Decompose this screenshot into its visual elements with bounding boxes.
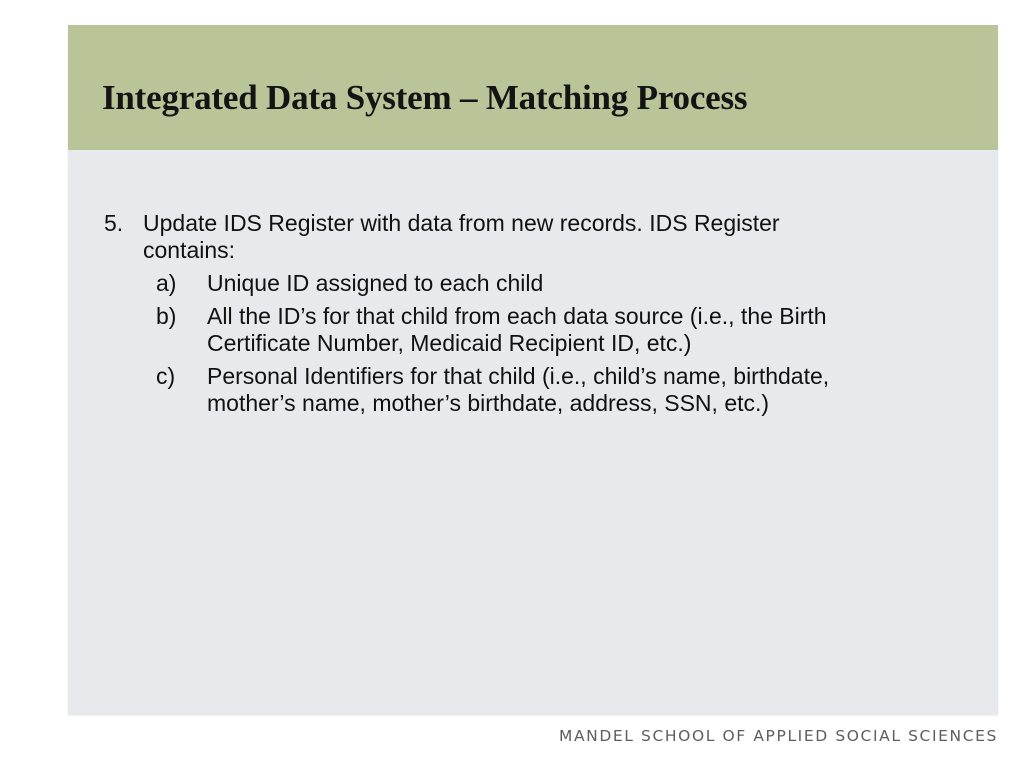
sub-item-text-line-1: Personal Identifiers for that child (i.e., child’s name, birthdate, [207, 363, 830, 389]
title-bar [68, 25, 998, 150]
sub-item-text-line-2: Certificate Number, Medicaid Recipient ID, etc.) [207, 330, 692, 356]
sub-list [104, 270, 914, 417]
sub-item-letter: c) [156, 363, 176, 389]
sub-item-a [104, 270, 914, 297]
sub-item-text-line-1: Unique ID assigned to each child [207, 270, 544, 296]
slide-title: Integrated Data System – Matching Process [102, 78, 748, 117]
list-item-number: 5. [104, 210, 124, 236]
sub-item-text-line-2: mother’s name, mother’s birthdate, address, SSN, etc.) [207, 390, 770, 416]
list-item-text-line-2: contains: [143, 237, 236, 263]
sub-item-letter: a) [156, 270, 177, 296]
list-item-text-line-1: Update IDS Register with data from new records. IDS Register [143, 210, 780, 236]
sub-item-text-line-1: All the ID’s for that child from each data source (i.e., the Birth [207, 303, 827, 329]
slide-content [104, 210, 914, 423]
sub-item-c [104, 363, 914, 417]
sub-item-letter: b) [156, 303, 177, 329]
footer-organization-name: MANDEL SCHOOL OF APPLIED SOCIAL SCIENCES [558, 727, 998, 745]
sub-item-b [104, 303, 914, 357]
slide-panel [68, 25, 998, 715]
list-item-5 [104, 210, 914, 264]
